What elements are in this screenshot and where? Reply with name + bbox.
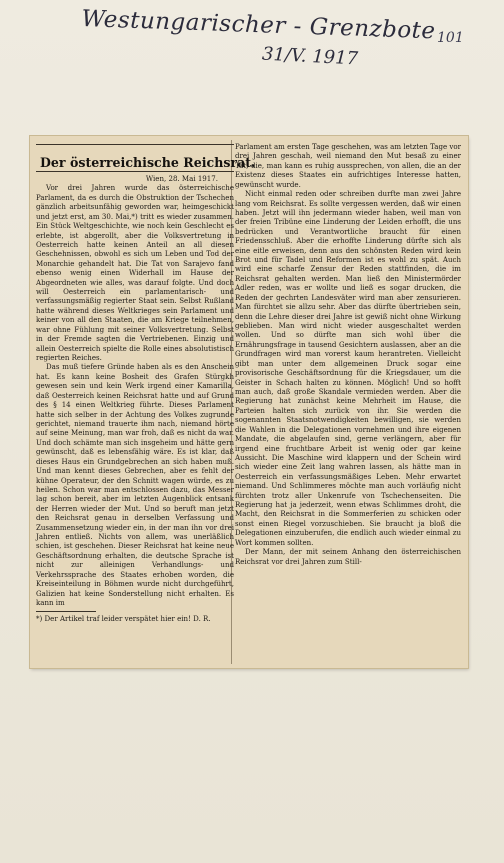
article-paragraph: Nicht einmal reden oder schreiben durfte man zwei Jahre lang vom Reichsrat. Es sollte vergessen werden, daß wir einen haben. Jetzt will ihn jedermann wieder haben, weil man von der freien Tribüne eine Linderung der Leiden erhofft, die uns bedrücken und Verantwortliche braucht für einen Friedensschluß. Aber die erhoffte Linderung dürfte sich als eine eitle erweisen, denn aus den schönsten Reden wird kein Brot und für Tadel und Reformen ist es wohl zu spät. Auch wird eine scharfe Zensur der Reden stattfinden, die im Reichsrat gehalten werden. Man ließ den Ministermörder Adler reden, was er wollte und ließ es sogar drucken, die Reden der gechrten Landesväter wird man aber zensurieren. Man fürchtet sie allzu sehr. Aber das dürfte übertrieben sein, denn die Lehre dieser drei Jahre ist gewiß nicht ohne Wirkung geblieben. Man wird nicht wieder ausgeschaltet werden wollen. Und so dürfte man sich wohl über die Ernährungsfrage in tausend Gesichtern auslassen, aber an die Grundfragen wird man vorerst kaum herantreten. Vielleicht gibt man unter dem allgemeinen Druck sogar eine provisorische Geschäftsordnung für die Kriegsdauer, um die Geister in Schach halten zu können. Möglich! Und so hofft man auch, daß große Skandale vermieden werden. Aber die Regierung hat zunächst keine Mehrheit im Hause, die Parteien halten sich zurück von ihr. Sie werden die sogenannten Staatsnotwendigkeiten bewilligen, sie werden die Wahlen in die Delegationen vornehmen und ihre eigenen Mandate, die abgelaufen sind, gerne verlängern, aber für irgend eine fruchtbare Arbeit ist wenig oder gar keine Aussicht. Die Maschine wird klappern und der Schein wird sich wieder eine Zeit lang wahren lassen, als hätte man in Oesterreich ein verfassungsmäßiges Leben. Mehr erwartet niemand. Und Schlimmeres möchte man auch vorläufig nicht fürchten trotz aller Unkenrufe von Tschechenseiten. Die Regierung hat ja jederzeit, wenn etwas Schlimmes droht, die Macht, den Reichsrat in die Sommerferien zu schicken oder sonst einen Riegel vorzuschieben. Sie braucht ja bloß die Delegationen einzuberufen, die endlich auch wieder einmal zu Wort kommen sollten. (235, 189, 461, 547)
handwritten-date: 31/V. 1917 (261, 43, 359, 70)
newspaper-clipping (30, 136, 468, 668)
article-footnote: *) Der Artikel traf leider verspätet hier ein! D. R. (36, 614, 211, 624)
article-left-column (36, 142, 256, 624)
article-paragraph: Vor drei Jahren wurde das österreichische Parlament, da es durch die Obstruktion der Tschechen gänzlich arbeitsunfähig geworden war, heimgeschickt und jetzt erst, am 30. Mai,*) tritt es wieder zusammen. Ein Stück Weltgeschichte, wie noch kein Geschlecht es erlebte, ist abgerollt, aber die Volksvertretung in Oesterreich hatte keinen Anteil an all diesen Geschehnissen, obwohl es sich um Leben und Tod der Monarchie gehandelt hat. Die Tat von Sarajevo fand ebenso wenig einen Widerhall im Hause der Abgeordneten wie alles, was darauf folgte. Und doch will Oesterreich ein parlamentarisch- und verfassungsmäßig regierter Staat sein. Selbst Rußland hatte während dieses Weltkrieges sein Parlament und keiner von all den Staaten, die am Kriege teilnehmen, war ohne Fühlung mit seiner Volksvertretung. Selbst in der Fremde sagten die Vertriebenen. Einzig und allein Oesterreich spielte die Rolle eines absolutistisch regierten Reiches. (36, 183, 234, 363)
footnote-rule (36, 611, 96, 612)
handwritten-page-number: 101 (437, 30, 464, 46)
title-rule-bottom (36, 171, 234, 172)
title-rule-top (36, 144, 234, 145)
article-paragraph: Parlament am ersten Tage geschehen, was am letzten Tage vor drei Jahren geschah, weil niemand den Mut besaß zu einer Tat, die, man kann es ruhig aussprechen, von allen, die an der Existenz dieses Staates ein aufrichtiges Interesse hatten, gewünscht wurde. (235, 142, 461, 189)
handwritten-newspaper-name: Westungarischer - Grenzbote (81, 6, 436, 45)
article-dateline: Wien, 28. Mai 1917. (145, 174, 218, 183)
article-title: Der österreichische Reichsrat. (40, 155, 256, 170)
article-paragraph: Der Mann, der mit seinem Anhang den österreichischen Reichsrat vor drei Jahren zum Still- (235, 547, 461, 566)
article-paragraph: Das muß tiefere Gründe haben als es den Anschein hat. Es kann keine Bosheit des Grafen Stürgkh gewesen sein und kein Werk irgend einer Kamarilla, daß Oesterreich keinen Reichsrat hatte und auf Grund des § 14 einen Weltkrieg führte. Dieses Parlament hatte sich selber in der Achtung des Volkes zugrunde gerichtet, niemand trauerte ihm nach, niemand hörte auf seine Meinung, man war froh, daß es nicht da war. Und doch schämte man sich insgeheim und hätte gern gewünscht, daß es lebensfähig wäre. Es ist klar, daß dieses Haus ein Grundgebrechen an sich haben muß. Und man kennt dieses Gebrechen, aber es fehlt der kühne Operateur, der den Schnitt wagen würde, es zu heilen. Schon war man entschlossen dazu, das Messer lag schon bereit, aber im letzten Augenblick entsank der Herren wieder der Mut. Und so beruft man jetzt den Reichsrat genau in derselben Verfassung und Zusammensetzung wieder ein, in der man ihn vor drei Jahren entließ. Nichts von allem, was unerläßlich schien, ist geschehen. Dieser Reichsrat hat keine neue Geschäftsordnung erhalten, die deutsche Sprache ist nicht zur alleinigen Verhandlungs- und Verkehrssprache des Staates erhoben worden, die Kreiseinteilung in Böhmen wurde nicht durchgeführt, Galizien hat keine Sonderstellung nicht erhalten. Es kann im (36, 362, 234, 607)
article-right-column (235, 142, 461, 566)
